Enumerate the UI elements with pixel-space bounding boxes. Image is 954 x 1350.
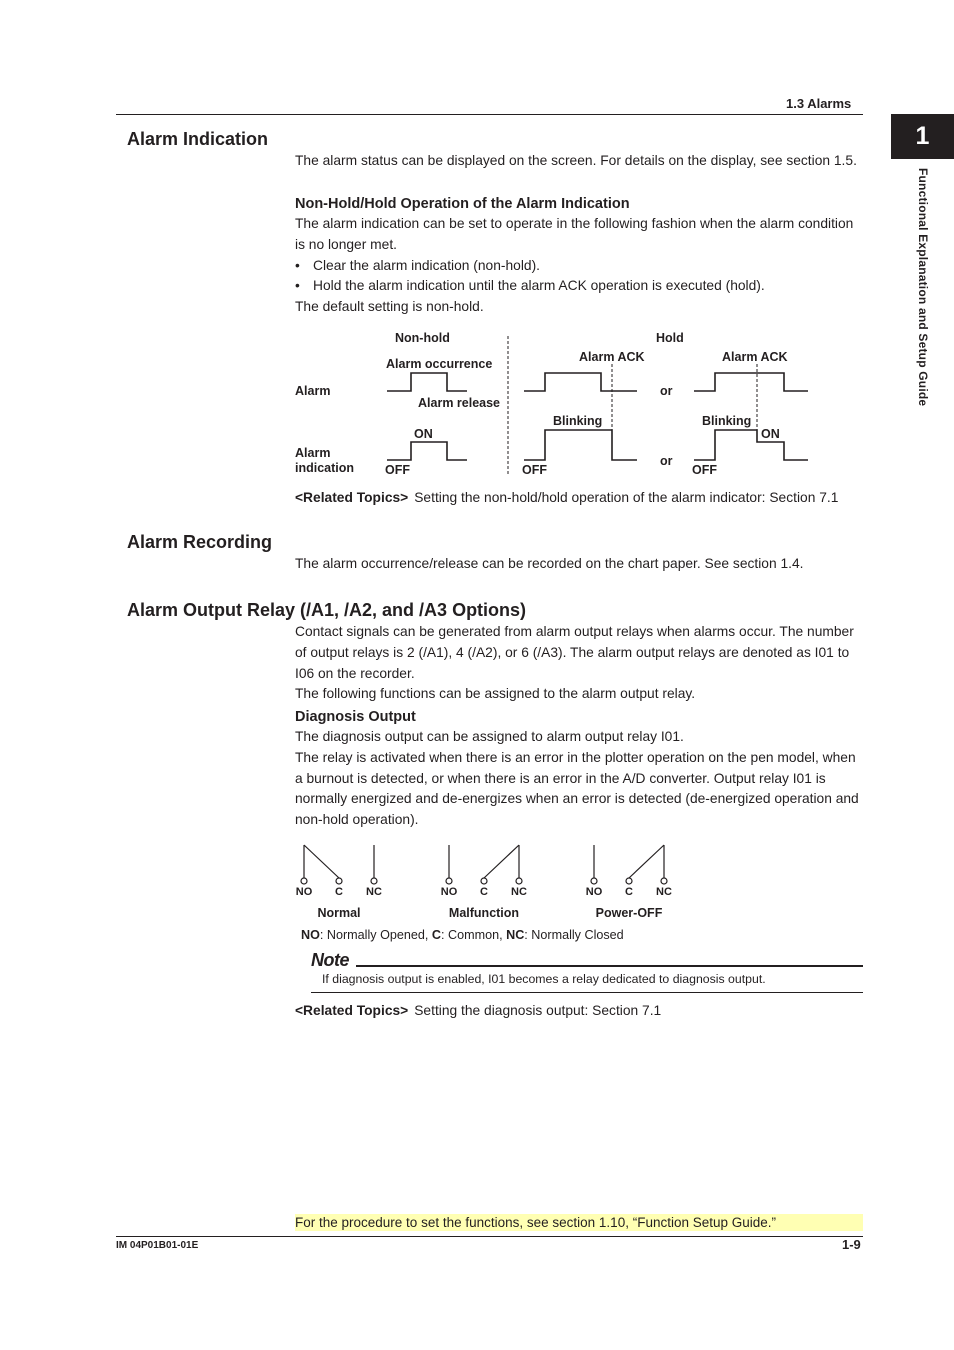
document-id: IM 04P01B01-01E (116, 1240, 199, 1251)
label-alarm-release: Alarm release (418, 396, 501, 410)
nonhold-alarm-waveform (387, 373, 467, 391)
relay-para-1: Contact signals can be generated from alarm output relays when alarms occur. The number of output relays is 2 (/A1), 4 (/A2), or 6 (/A3). The alarm output relays are denoted as I01 to I06 on the recorder. (295, 624, 854, 681)
related-topics-text: Setting the non-hold/hold operation of the alarm indicator: Section 7.1 (414, 490, 839, 505)
label-alarm-ack: Alarm ACK (579, 350, 645, 364)
alarm-output-relay-body (295, 622, 865, 705)
terminal-label: C (625, 886, 633, 898)
poweroff-blade (629, 845, 664, 878)
relay-para-2: The following functions can be assigned to the alarm output relay. (295, 686, 696, 702)
label-off: OFF (692, 463, 717, 477)
page-number: 1-9 (842, 1237, 861, 1252)
state-label-malfunction: Malfunction (448, 906, 520, 920)
subheading-non-hold-hold: Non-Hold/Hold Operation of the Alarm Indication (295, 196, 630, 212)
normal-no-contact (301, 878, 307, 884)
related-topics-text: Setting the diagnosis output: Section 7.1 (414, 1003, 662, 1018)
alarm-recording-text: The alarm occurrence/release can be recorded on the chart paper. See section 1.4. (295, 556, 804, 571)
normal-nc-contact (371, 878, 377, 884)
label-off: OFF (385, 463, 410, 477)
related-topics-label: <Related Topics> (295, 1003, 409, 1018)
bullet-item: • Hold the alarm indication until the alarm ACK operation is executed (hold). (295, 278, 765, 294)
poweroff-c-contact (626, 878, 632, 884)
related-topics-label: <Related Topics> (295, 490, 409, 505)
non-hold-para: The alarm indication can be set to operate in the following fashion when the alarm condition is no longer met. (295, 216, 854, 252)
state-label-power-off: Power-OFF (595, 906, 663, 920)
label-non-hold: Non-hold (395, 331, 450, 345)
side-chapter-title: Functional Explanation and Setup Guide (916, 168, 930, 407)
label-alarm: Alarm (295, 384, 331, 398)
heading-alarm-recording: Alarm Recording (127, 532, 273, 552)
malfunction-no-contact (446, 878, 452, 884)
related-topics-diagnosis (295, 1003, 661, 1018)
label-blinking: Blinking (702, 414, 752, 428)
label-alarm-indication-line1: Alarm (295, 446, 331, 460)
heading-alarm-indication: Alarm Indication (127, 129, 269, 149)
normal-blade (304, 845, 339, 878)
subheading-diagnosis-output: Diagnosis Output (295, 709, 416, 725)
terminal-label: NC (511, 886, 527, 898)
contact-legend: NO: Normally Opened, C: Common, NC: Normally Closed (301, 928, 624, 942)
malfunction-nc-contact (516, 878, 522, 884)
running-header: 1.3 Alarms (786, 96, 852, 111)
label-on: ON (414, 427, 433, 441)
note-text: If diagnosis output is enabled, I01 becomes a relay dedicated to diagnosis output. (322, 972, 766, 986)
alarm-indication-intro: The alarm status can be displayed on the screen. For details on the display, see section 1.5. (295, 153, 857, 168)
state-label-normal: Normal (317, 906, 361, 920)
diagnosis-para-1: The diagnosis output can be assigned to alarm output relay I01. (295, 729, 684, 744)
nonhold-indication-waveform (387, 442, 467, 460)
chapter-tab: 1 (891, 114, 954, 159)
terminal-label: NO (295, 886, 313, 898)
poweroff-no-contact (591, 878, 597, 884)
label-alarm-indication-line2: indication (295, 461, 355, 475)
hold2-alarm-waveform (694, 373, 808, 391)
bullet-item: • Clear the alarm indication (non-hold). (295, 257, 540, 273)
heading-alarm-output-relay: Alarm Output Relay (/A1, /A2, and /A3 Options) (127, 600, 527, 620)
diagnosis-para-2: The relay is activated when there is an error in the plotter operation on the pen model, when a burnout is detected, or when there is an error in the A/D converter. Output relay I01 is normally energized and de-energizes when an error is detected (de-energized operation and non-hold operation). (295, 749, 859, 828)
label-blinking: Blinking (553, 414, 603, 428)
terminal-label: NC (656, 886, 672, 898)
terminal-label: NO (440, 886, 458, 898)
terminal-label: NO (585, 886, 603, 898)
label-on: ON (761, 427, 780, 441)
terminal-label: C (480, 886, 488, 898)
malfunction-c-contact (481, 878, 487, 884)
label-alarm-ack: Alarm ACK (722, 350, 788, 364)
poweroff-nc-contact (661, 878, 667, 884)
diagnosis-output-body (295, 727, 865, 831)
hold2-indication-waveform (694, 430, 808, 460)
terminal-label: NC (366, 886, 382, 898)
default-setting-para: The default setting is non-hold. (295, 299, 484, 315)
malfunction-blade (484, 845, 519, 878)
note-rule-bottom (311, 992, 863, 993)
note-rule-top (356, 965, 863, 967)
footer-rule (116, 1236, 863, 1237)
label-alarm-occurrence: Alarm occurrence (386, 357, 493, 371)
normal-c-contact (336, 878, 342, 884)
procedure-highlight: For the procedure to set the functions, see section 1.10, “Function Setup Guide.” (295, 1214, 863, 1231)
hold1-indication-waveform (524, 430, 637, 460)
hold1-alarm-waveform (524, 373, 637, 391)
terminal-label: C (335, 886, 343, 898)
label-or: or (660, 384, 673, 398)
note-title: Note (311, 950, 349, 970)
label-or: or (660, 454, 673, 468)
label-hold: Hold (656, 331, 684, 345)
related-topics-alarm-indication (295, 490, 838, 505)
label-off: OFF (522, 463, 547, 477)
